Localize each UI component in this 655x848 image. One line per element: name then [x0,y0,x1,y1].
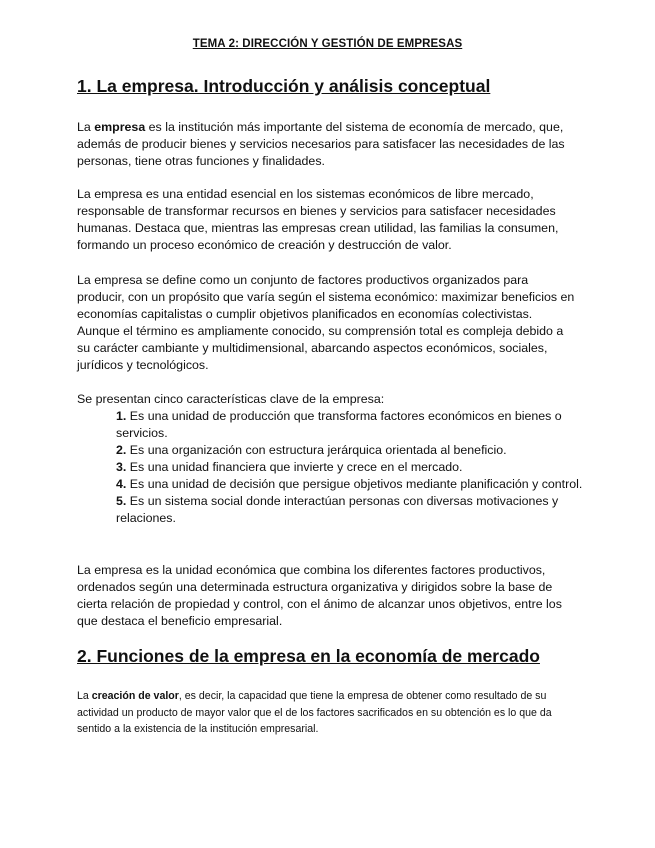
section-1-paragraph-1 [77,119,577,170]
document-title: TEMA 2: DIRECCIÓN Y GESTIÓN DE EMPRESAS [192,38,463,50]
list-item [116,493,586,527]
paragraph-text: es la institución más importante del sistema de economía de mercado, que, además de producir bienes y servicios necesarios para satisfacer las necesidades de las personas, tiene otras funciones y finalidades. [77,120,565,168]
list-text: Es una unidad de decisión que persigue objetivos mediante planificación y control. [126,477,583,491]
paragraph-prefix: La [77,120,95,134]
characteristics-list [116,408,586,527]
list-item [116,442,586,459]
section-1-paragraph-3: La empresa se define como un conjunto de factores productivos organizados para producir, con un propósito que varía según el sistema económico: maximizar beneficios en economías capitalistas o cumplir objetivos planificados en economías colectivistas. Aunque el término es ampliamente conocido, su comprensión total es compleja debido a su carácter cambiante y multidimensional, abarcando aspectos económicos, sociales, jurídicos y tecnológicos. [77,273,575,372]
term-empresa: empresa [94,120,146,134]
list-text: Es una unidad de producción que transforma factores económicos en bienes o servicios. [116,409,562,440]
list-text: Es una unidad financiera que invierte y crece en el mercado. [126,460,463,474]
section-1-paragraph-4: La empresa es la unidad económica que combina los diferentes factores productivos, ordenados según una determinada estructura organizativa y dirigidos sobre la base de cierta relación de propiedad y control, con el ánimo de alcanzar unos objetivos, entre los que destaca el beneficio empresarial. [77,563,562,628]
list-number: 5. [116,494,127,508]
list-number: 3. [116,460,127,474]
list-item [116,476,586,493]
paragraph-prefix: La [77,690,92,702]
section-1-heading: 1. La empresa. Introducción y análisis conceptual [77,76,491,96]
section-2-heading: 2. Funciones de la empresa en la economía de mercado [77,646,540,666]
list-text: Es una organización con estructura jerárquica orientada al beneficio. [126,443,507,457]
list-item [116,459,586,476]
list-text: Es un sistema social donde interactúan personas con diversas motivaciones y relaciones. [116,494,559,525]
section-2-paragraph-1 [77,688,577,738]
section-1-paragraph-2: La empresa es una entidad esencial en los sistemas económicos de libre mercado, responsable de transformar recursos en bienes y servicios para satisfacer necesidades humanas. Destaca que, mientras las empresas crean utilidad, las familias la consumen, formando un proceso económico de creación y destrucción de valor. [77,187,559,252]
list-number: 4. [116,477,127,491]
characteristics-intro: Se presentan cinco características clave de la empresa: [77,392,385,406]
paragraph-text: , es decir, la capacidad que tiene la empresa de obtener como resultado de su actividad un producto de mayor valor que el de los factores sacrificados en su obtención es lo que da sentido a la existencia de la institución empresarial. [77,690,552,735]
term-creacion-de-valor: creación de valor [91,690,179,702]
list-number: 1. [116,409,127,423]
list-item [116,408,586,442]
list-number: 2. [116,443,127,457]
